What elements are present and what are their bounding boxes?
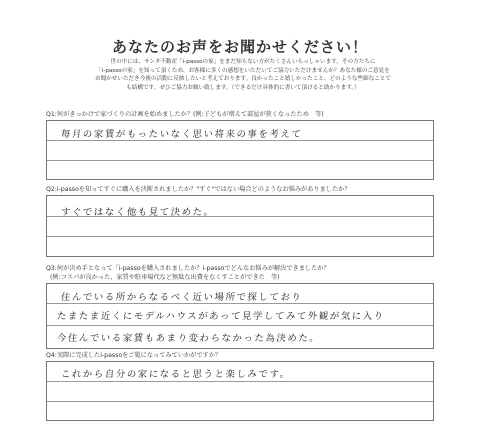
ruled-line: [47, 325, 433, 326]
ruled-line: [47, 381, 433, 382]
intro-line: 世の中には、サンタ不動産「i-passoの家」をまだ知らない方がたくさんいらっしゃいます。その方たちに: [110, 59, 376, 65]
question-1-label: Q1:何がきっかけで家づくりの計画を始めましたか？(例:子どもが増えて部屋が狭くなったため 等): [46, 111, 324, 118]
answer-3-line-1: 住んでいる所からなるべく近い場所で探しており: [60, 292, 303, 303]
answer-4-line-1: これから自分の家になると思うと楽しみです。: [60, 369, 292, 380]
ruled-line: [47, 140, 433, 141]
answer-box-3[interactable]: [46, 283, 434, 349]
answer-2-line-1: すぐではなく他も見て決めた。: [60, 207, 215, 218]
answer-box-2[interactable]: [46, 195, 434, 257]
question-3-example: (例:コスパが良かった、家賃や駐車場代など無駄な出費をなくすことができた 等): [50, 274, 280, 281]
intro-line: お聞かせいただき今後の活動に反映したいと考えております。良かったこと嬉しかったこと、どのような些細なことで: [94, 76, 392, 83]
answer-box-1[interactable]: [46, 120, 434, 180]
question-4-label: Q4:実際に完成したi-passoをご覧になってみていかがですか？: [46, 352, 222, 359]
ruled-line: [47, 160, 433, 161]
answer-1-line-1: 毎月の家賃がもったいなく思い将来の事を考えて: [60, 129, 303, 140]
answer-box-4[interactable]: [46, 361, 434, 421]
intro-line: も結構です。ぜひご協力お願い致します。（できるだけ具体的に書いて頂けると助かります。）: [126, 84, 360, 91]
ruled-line: [47, 303, 433, 304]
ruled-line: [47, 401, 433, 402]
ruled-line: [47, 236, 433, 237]
page-title: あなたのお声をお聞かせください！: [111, 38, 368, 56]
intro-line: 「i-passoの家」を知って頂くため、お客様に多くの感想をいただいてご協力いただけませんか？あなた様のご意見を: [96, 67, 390, 74]
question-3-label: Q3:何が決め手となって「i-passoを購入されましたか？i-passoでどんなお悩みが解決できましたか？: [46, 265, 330, 272]
intro-text: [44, 58, 442, 92]
answer-3-line-2: たまたま近くにモデルハウスがあって見学してみて外観が気に入り: [56, 311, 386, 322]
question-2-label: Q2:i-passoを知ってすぐに購入を決断されましたか？"すぐ"ではない場合どのようなお悩みがありましたか？: [46, 186, 351, 193]
answer-3-line-3: 今住んでいる家賃もあまり変わらなかった為決めた。: [56, 333, 321, 344]
